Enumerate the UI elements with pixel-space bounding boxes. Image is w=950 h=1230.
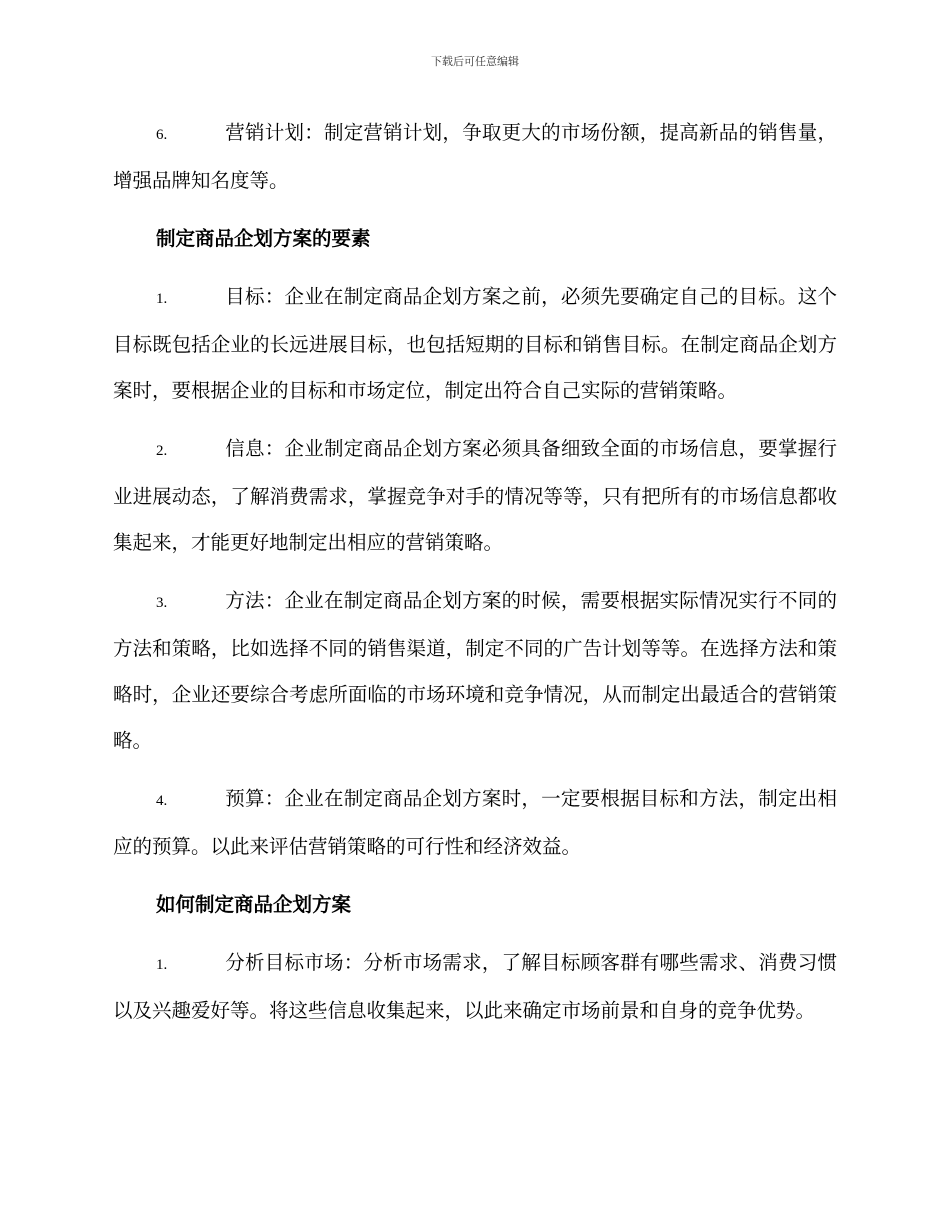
paragraph-text: 信息：企业制定商品企划方案必须具备细致全面的市场信息，要掌握行业进展动态，了解消费需求，掌握竞争对手的情况等等，只有把所有的市场信息都收集起来，才能更好地制定出相应的营销策略。 xyxy=(113,437,837,554)
list-item-target-market xyxy=(113,940,837,1034)
list-item-budget xyxy=(113,776,837,870)
list-item-marketing-plan xyxy=(113,110,837,204)
section-heading-how-to: 如何制定商品企划方案 xyxy=(156,893,352,916)
list-item-information xyxy=(113,426,837,566)
paragraph-text: 目标：企业在制定商品企划方案之前，必须先要确定自己的目标。这个目标既包括企业的长远进展目标，也包括短期的目标和销售目标。在制定商品企划方案时，要根据企业的目标和市场定位，制定出符合自己实际的营销策略。 xyxy=(113,285,837,402)
paragraph-text: 营销计划：制定营销计划，争取更大的市场份额，提高新品的销售量，增强品牌知名度等。 xyxy=(113,121,837,192)
list-number: 2. xyxy=(156,443,168,459)
list-item-method xyxy=(113,578,837,764)
list-number: 4. xyxy=(156,793,168,809)
paragraph-text: 方法：企业在制定商品企划方案的时候，需要根据实际情况实行不同的方法和策略，比如选择不同的销售渠道，制定不同的广告计划等等。在选择方法和策略时，企业还要综合考虑所面临的市场环境和竞争情况，从而制定出最适合的营销策略。 xyxy=(113,589,837,752)
section-heading-elements: 制定商品企划方案的要素 xyxy=(156,227,371,250)
paragraph-text: 分析目标市场：分析市场需求，了解目标顾客群有哪些需求、消费习惯以及兴趣爱好等。将这些信息收集起来，以此来确定市场前景和自身的竞争优势。 xyxy=(113,951,837,1022)
document-body xyxy=(113,110,837,1046)
page-header: 下载后可任意编辑 xyxy=(431,55,519,68)
paragraph-text: 预算：企业在制定商品企划方案时，一定要根据目标和方法，制定出相应的预算。以此来评估营销策略的可行性和经济效益。 xyxy=(113,787,837,858)
list-number: 1. xyxy=(156,957,168,973)
list-number: 3. xyxy=(156,595,168,611)
list-number: 6. xyxy=(156,127,168,143)
list-item-goal xyxy=(113,274,837,414)
list-number: 1. xyxy=(156,291,168,307)
